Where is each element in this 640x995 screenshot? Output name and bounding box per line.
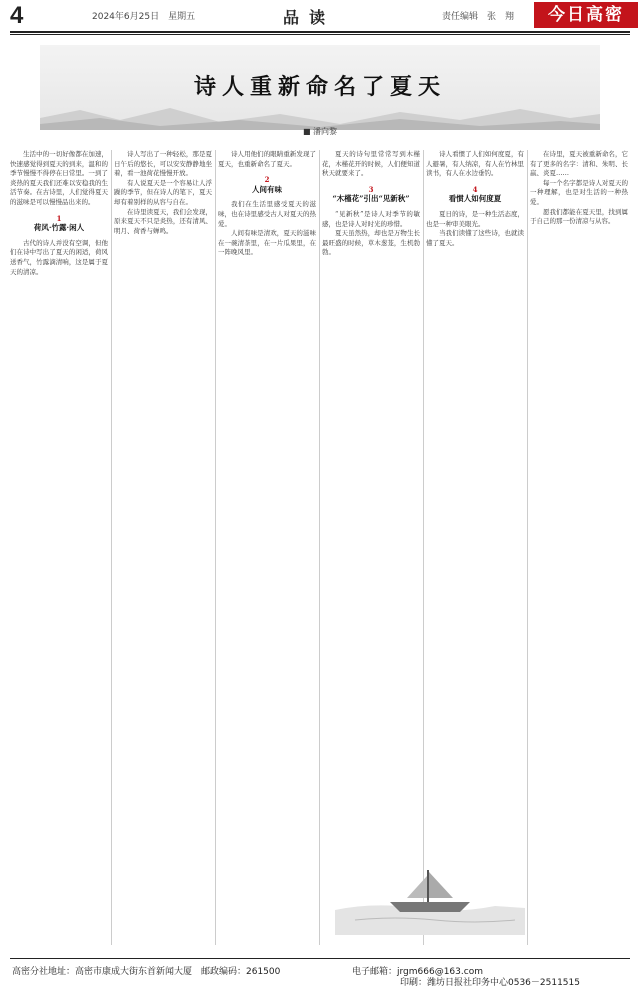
paragraph: 愿我们都能在夏天里，找到属于自己的那一份清凉与从容。: [530, 207, 628, 226]
column-divider: [111, 150, 112, 945]
issue-date: 2024年6月25日 星期五: [92, 12, 196, 22]
paragraph: 诗人写出了一种轻松，那是夏日午后的悠长，可以安安静静地坐着，看一池荷花慢慢开放。: [114, 150, 212, 178]
section-title-1: 荷风·竹露·闲人: [33, 223, 85, 233]
column-divider: [215, 150, 216, 945]
paragraph: 有人说夏天是一个容易让人浮躁的季节，但在诗人的笔下，夏天却有着别样的从容与自在。: [114, 178, 212, 206]
section-title-4: 看惯人如何度夏: [448, 194, 502, 204]
paragraph: “见新秋”是诗人对季节的敏感，也是诗人对时光的珍惜。: [322, 209, 420, 228]
section-title: 品读: [283, 8, 336, 27]
column-divider: [319, 150, 320, 945]
paragraph: 夏天虽然热，却也是万物生长最旺盛的时候，草木葱茏，生机勃勃。: [322, 229, 420, 257]
ship-illustration: [335, 840, 525, 935]
page-footer-right: [0, 975, 640, 995]
section-number: 3: [368, 184, 374, 194]
column-4: [322, 150, 420, 945]
footer-printer: 印刷：潍坊日报社印务中心0536－2511515: [400, 978, 580, 988]
header-rule: [10, 31, 630, 33]
section-heading-3: [322, 185, 420, 204]
column-1: [10, 150, 108, 945]
column-2: [114, 150, 212, 945]
paragraph: 当我们读懂了这些诗，也就读懂了夏天。: [426, 229, 524, 247]
paragraph: 诗人看惯了人们如何度夏，有人避暑，有人纳凉，有人在竹林里读书，有人在水边垂钓。: [426, 150, 524, 178]
section-number: 1: [56, 213, 62, 223]
article-body: [10, 150, 630, 945]
paragraph: 人间有味是清欢，夏天的滋味在一碗清茶里，在一片瓜果里，在一阵晚风里。: [218, 229, 316, 257]
headline-banner: [40, 45, 600, 130]
newspaper-logo: 今日高密: [534, 2, 638, 28]
paragraph: 夏天的诗句里常常写到木槿花，木槿花开的时候，人们便知道秋天就要来了。: [322, 150, 420, 178]
article-byline: [0, 126, 640, 137]
paragraph: 夏日的诗，是一种生活态度，也是一种审美眼光。: [426, 209, 524, 228]
section-number: 2: [264, 175, 270, 185]
paragraph: 我们在生活里感受夏天的滋味，也在诗里感受古人对夏天的热爱。: [218, 200, 316, 228]
section-title-3: “木槿花”引出“见新秋”: [332, 194, 410, 204]
section-heading-2: [218, 175, 316, 194]
paragraph: 在诗里，夏天被重新命名，它有了更多的名字：清和、朱明、长嬴、炎夏……: [530, 150, 628, 178]
footer-email: 电子邮箱：jrgm666@163.com: [352, 967, 483, 977]
paragraph: 诗人用他们的眼睛重新发现了夏天，也重新命名了夏天。: [218, 150, 316, 168]
article-headline: 诗人重新命名了夏天: [193, 74, 446, 100]
paragraph: 生活中的一切好像都在加速，快速感觉得到夏天的到来，温和的季节慢慢不得停在日常里。一到了炎热的夏天我们还难以安稳我的生活节奏。在古诗里，人们觉得夏天的滋味是可以慢慢品出来的。: [10, 150, 108, 206]
section-title-2: 人间有味: [252, 184, 282, 194]
page-header: [0, 0, 640, 32]
author-name: ■ 潘向黎: [302, 127, 338, 136]
paragraph: 每一个名字都是诗人对夏天的一种理解，也是对生活的一种热爱。: [530, 178, 628, 206]
page-number: 4: [10, 2, 24, 29]
footer-rule: [10, 958, 630, 959]
column-3: [218, 150, 316, 945]
paragraph: 古代的诗人并没有空调，但他们在诗中写出了夏天的闲适，荷风送香气，竹露滴清响，这是属于夏天的清凉。: [10, 238, 108, 276]
footer-address: 高密分社地址：高密市康成大街东首新闻大厦 邮政编码：261500: [12, 967, 281, 977]
column-6: [530, 150, 628, 945]
header-rule-thin: [10, 34, 630, 35]
editor-credit: 责任编辑 张 翔: [442, 12, 515, 22]
section-number: 4: [472, 184, 478, 194]
column-divider: [423, 150, 424, 945]
column-divider: [527, 150, 528, 945]
paragraph: 在诗里读夏天，我们会发现，原来夏天不只是炎热，还有清风、明月、荷香与蝉鸣。: [114, 207, 212, 235]
section-heading-4: [426, 185, 524, 204]
column-5: [426, 150, 524, 945]
section-heading-1: [10, 214, 108, 233]
